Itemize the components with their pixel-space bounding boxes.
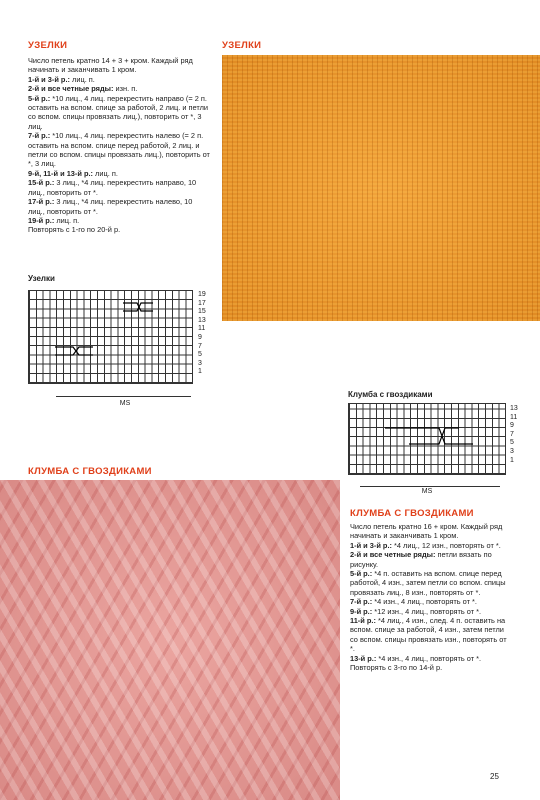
row-label: 9-й р.: [350, 606, 373, 616]
row-number: 11 [198, 325, 206, 333]
row-text: *4 п. оставить на вспом. спице перед работой, 4 изн., затем петли со вспом. спицы провязать лиц., 8 изн., повторять от *. [350, 569, 506, 597]
page-number: 25 [490, 772, 499, 781]
instruction-line [350, 569, 512, 597]
section1-photo-title: УЗЕЛКИ [222, 40, 262, 51]
row-text: *4 изн., 4 лиц., повторять от *. [376, 653, 482, 663]
chart2-cross-marks [349, 404, 505, 474]
row-number: 5 [198, 351, 202, 359]
instruction-line [28, 75, 210, 84]
instruction-line [28, 178, 210, 197]
chart1-title: Узелки [28, 274, 55, 283]
instruction-line [350, 607, 512, 616]
row-number: 7 [510, 430, 514, 438]
row-number: 1 [510, 456, 514, 464]
row-number: 9 [198, 333, 202, 341]
instruction-line [28, 131, 210, 169]
instruction-line [350, 522, 512, 541]
row-text: *10 лиц., 4 лиц. перекрестить направо (= 2 п. оставить на вспом. спице за работой, 2 лиц. и петли со вспом. спицы провязать лиц.), повторить от *, 3 лиц. [28, 93, 209, 131]
row-label: 2-й и все четные ряды: [28, 84, 114, 94]
instruction-line [350, 597, 512, 606]
chart1-row-numbers [198, 291, 212, 377]
row-label: 11-й р.: [350, 616, 376, 626]
instruction-line [28, 216, 210, 225]
row-text: Число петель кратно 16 + кром. Каждый ряд начинать и заканчивать 1 кром. [350, 522, 503, 541]
row-label: 5-й р.: [350, 569, 373, 579]
instruction-line [350, 663, 512, 672]
row-number: 11 [510, 413, 518, 421]
row-number: 9 [510, 422, 514, 430]
row-label: 7-й р.: [350, 597, 373, 607]
chart2-ms-label: MS [421, 488, 433, 495]
chart2-title: Клумба с гвоздиками [348, 390, 433, 399]
chart1-ms-line [56, 396, 191, 397]
chart2-row-numbers [510, 405, 530, 465]
row-number: 15 [198, 308, 206, 316]
row-text: *4 изн., 4 лиц., повторять от *. [372, 597, 477, 607]
instruction-line [350, 550, 512, 569]
row-label: 5-й р.: [28, 93, 51, 103]
row-number: 5 [510, 439, 514, 447]
instruction-line [28, 84, 210, 93]
knit-photo-yellow [222, 55, 540, 321]
row-text: 3 лиц., *4 лиц. перекрестить направо, 10 лиц., повторить от *. [28, 178, 197, 197]
chart2-ms-line [360, 486, 500, 487]
row-text: Число петель кратно 14 + 3 + кром. Каждый ряд начинать и заканчивать 1 кром. [28, 56, 193, 75]
instruction-line [28, 225, 210, 234]
row-text: *4 лиц., 4 изн., след. 4 п. оставить на вспом. спице за работой, 4 изн., затем петли со вспом. спицы провязать изн., повторять от *. [350, 616, 507, 654]
instruction-line [28, 197, 210, 216]
row-number: 1 [198, 368, 202, 376]
row-text: Повторять с 3-го по 14-й р. [350, 663, 443, 673]
row-number: 13 [198, 316, 206, 324]
section2-photo-title: КЛУМБА С ГВОЗДИКАМИ [28, 466, 152, 477]
row-text: *12 изн., 4 лиц., повторять от *. [372, 606, 482, 616]
row-number: 3 [198, 359, 202, 367]
row-number: 19 [198, 291, 206, 298]
section2-instructions [350, 522, 512, 673]
row-text: *4 лиц., 12 изн., повторять от *. [391, 540, 501, 550]
row-number: 7 [198, 342, 202, 350]
instruction-line [28, 56, 210, 75]
section1-instructions [28, 56, 210, 235]
chart1-cross-marks [29, 291, 192, 383]
section1-title: УЗЕЛКИ [28, 40, 68, 51]
row-label: 1-й и 3-й р.: [28, 74, 70, 84]
instruction-line [350, 541, 512, 550]
row-label: 15-й р.: [28, 178, 55, 188]
chart1-ms-label: MS [119, 400, 131, 407]
chart1-grid [28, 290, 193, 384]
row-label: 1-й и 3-й р.: [350, 540, 392, 550]
row-number: 13 [510, 405, 518, 412]
row-label: 9-й, 11-й и 13-й р.: [28, 168, 93, 178]
row-text: *10 лиц., 4 лиц. перекрестить налево (= 2 п. оставить на вспом. спице перед работой, 2 лиц. и петли со вспом. спицы провязать лиц.), повторить от *, 3 лиц. [28, 131, 210, 169]
row-text: петли вязать по рисунку. [350, 550, 492, 569]
row-text: изн. п. [113, 84, 138, 94]
row-label: 19-й р.: [28, 215, 55, 225]
row-text: лиц. п. [54, 215, 80, 225]
row-text: Повторять с 1-го по 20-й р. [28, 225, 121, 235]
chart2-grid [348, 403, 506, 475]
row-label: 7-й р.: [28, 131, 51, 141]
instruction-line [28, 169, 210, 178]
row-text: 3 лиц., *4 лиц. перекрестить налево, 10 лиц., повторить от *. [28, 197, 193, 216]
row-number: 17 [198, 299, 206, 307]
row-label: 2-й и все четные ряды: [350, 550, 436, 560]
row-text: лиц. п. [93, 168, 118, 178]
row-text: лиц. п. [69, 74, 95, 84]
instruction-line [28, 94, 210, 132]
row-label: 13-й р.: [350, 653, 377, 663]
knit-photo-pink [0, 480, 340, 800]
row-label: 17-й р.: [28, 197, 55, 207]
row-number: 3 [510, 447, 514, 455]
instruction-line [350, 654, 512, 663]
instruction-line [350, 616, 512, 654]
section2-title: КЛУМБА С ГВОЗДИКАМИ [350, 508, 474, 519]
